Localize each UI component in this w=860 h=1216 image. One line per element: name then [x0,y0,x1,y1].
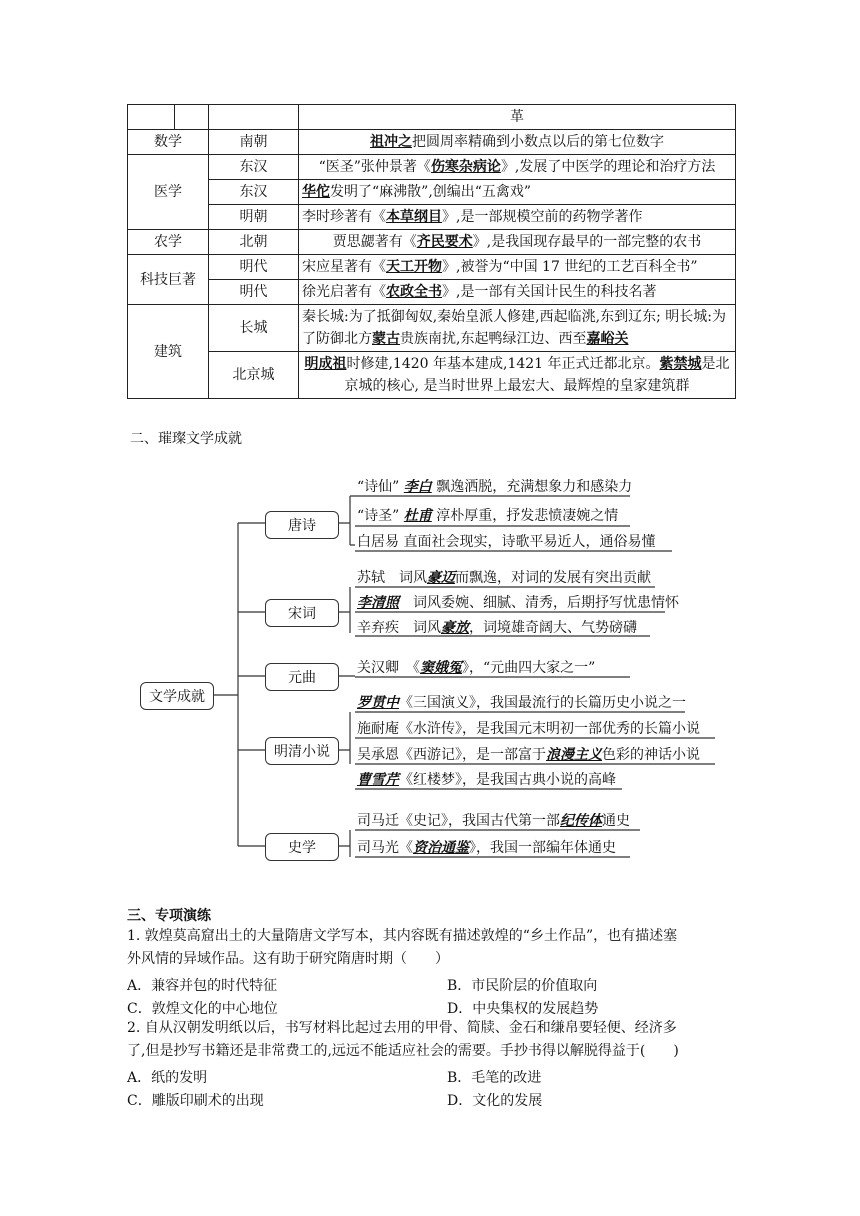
option-b[interactable]: B．毛笔的改进 [447,1070,542,1086]
table-row [128,230,736,255]
option-d[interactable]: D．中央集权的发展趋势 [447,1001,599,1017]
era-cell: 北朝 [209,230,299,255]
era-cell: 长城 [209,305,299,352]
category-cell: 农学 [128,230,209,255]
mindmap-leaf: 辛弃疾 词风豪放，词境雄奇阔大、气势磅礴 [357,620,637,636]
science-table [127,104,736,399]
table-row [128,105,736,130]
content-cell: 李时珍著有《本草纲目》,是一部规模空前的药物学著作 [299,205,736,230]
content-cell: 明成祖时修建,1420 年基本建成,1421 年正式迁都北京。紫禁城是北京城的核心, 是当时世界上最宏大、最辉煌的皇家建筑群 [299,352,736,399]
table-row [128,352,736,399]
question-text: 1. 敦煌莫高窟出土的大量隋唐文学写本，其内容既有描述敦煌的“乡土作品”，也有描述塞 [127,928,678,944]
mindmap-node-tang: 唐诗 [265,511,339,539]
content-cell: 宋应星著有《天工开物》,被誉为“中国 17 世纪的工艺百科全书” [299,255,736,280]
section-title: 三、专项演练 [127,908,211,924]
mindmap-leaf: 司马迁《史记》，我国古代第一部纪传体通史 [357,813,630,829]
table-row [128,130,736,155]
option-c[interactable]: C．雕版印刷术的出现 [127,1093,264,1109]
table-row [128,280,736,305]
mindmap-leaf: 吴承恩《西游记》，是一部富于浪漫主义色彩的神话小说 [357,747,700,763]
content-cell: 贾思勰著有《齐民要术》,是我国现存最早的一部完整的农书 [299,230,736,255]
section-title: 二、璀璨文学成就 [130,431,242,447]
mindmap-node-yuan: 元曲 [265,663,339,691]
table-row [128,180,736,205]
mindmap-leaf: 白居易 直面社会现实，诗歌平易近人，通俗易懂 [357,534,656,550]
option-a[interactable]: A．纸的发明 [127,1070,208,1086]
mindmap-root: 文学成就 [140,682,214,710]
era-cell: 明朝 [209,205,299,230]
mindmap-node-shi: 史学 [265,833,339,861]
content-cell: 徐光启著有《农政全书》,是一部有关国计民生的科技名著 [299,280,736,305]
table-cell: 革 [299,105,736,130]
table-row [128,205,736,230]
era-cell: 明代 [209,280,299,305]
mindmap-leaf: 关汉卿 《窦娥冤》，“元曲四大家之一” [357,660,596,676]
era-cell: 南朝 [209,130,299,155]
mindmap-node-mingqing: 明清小说 [265,737,339,765]
era-cell: 东汉 [209,180,299,205]
question-text: 2. 自从汉朝发明纸以后，书写材料比起过去用的甲骨、简牍、金石和缣帛要轻便、经济多 [127,1020,677,1036]
era-cell: 东汉 [209,155,299,180]
question-text: 了,但是抄写书籍还是非常费工的,远远不能适应社会的需要。手抄书得以解脱得益于( ) [127,1043,679,1059]
option-a[interactable]: A．兼容并包的时代特征 [127,978,278,994]
mindmap-leaf: 李清照 词风委婉、细腻、清秀，后期抒写忧患情怀 [357,595,679,611]
category-cell: 医学 [128,155,209,230]
mindmap-node-song: 宋词 [265,599,339,627]
category-cell: 数学 [128,130,209,155]
option-c[interactable]: C．敦煌文化的中心地位 [127,1001,278,1017]
category-cell: 建筑 [128,305,209,399]
mindmap-leaf: 施耐庵《水浒传》，是我国元末明初一部优秀的长篇小说 [357,721,700,737]
content-cell: 秦长城:为了抵御匈奴,秦始皇派人修建,西起临洮,东到辽东; 明长城:为了防御北方蒙古贵族南扰,东起鸭绿江边、西至嘉峪关 [299,305,736,352]
question-text: 外风情的异域作品。这有助于研究隋唐时期（ ） [127,951,449,967]
mindmap-leaf: 罗贯中《三国演义》，我国最流行的长篇历史小说之一 [357,695,686,711]
mindmap-leaf: “诗圣” 杜甫 淳朴厚重，抒发悲愤凄婉之情 [357,508,619,524]
table-row [128,255,736,280]
option-d[interactable]: D．文化的发展 [447,1093,543,1109]
content-cell: 祖冲之把圆周率精确到小数点以后的第七位数字 [299,130,736,155]
table-row [128,305,736,352]
mindmap-leaf: 司马光《资治通鉴》，我国一部编年体通史 [357,840,616,856]
content-cell: 华佗发明了“麻沸散”,创编出“五禽戏” [299,180,736,205]
era-cell: 北京城 [209,352,299,399]
mindmap-leaf: 曹雪芹《红楼梦》，是我国古典小说的高峰 [357,772,616,788]
mindmap-leaf: “诗仙” 李白 飘逸洒脱，充满想象力和感染力 [357,479,633,495]
content-cell: “医圣”张仲景著《伤寒杂病论》,发展了中医学的理论和治疗方法 [299,155,736,180]
option-b[interactable]: B．市民阶层的价值取向 [447,978,598,994]
mindmap-leaf: 苏轼 词风豪迈而飘逸，对词的发展有突出贡献 [357,570,651,586]
era-cell: 明代 [209,255,299,280]
table-row [128,155,736,180]
category-cell: 科技巨著 [128,255,209,305]
